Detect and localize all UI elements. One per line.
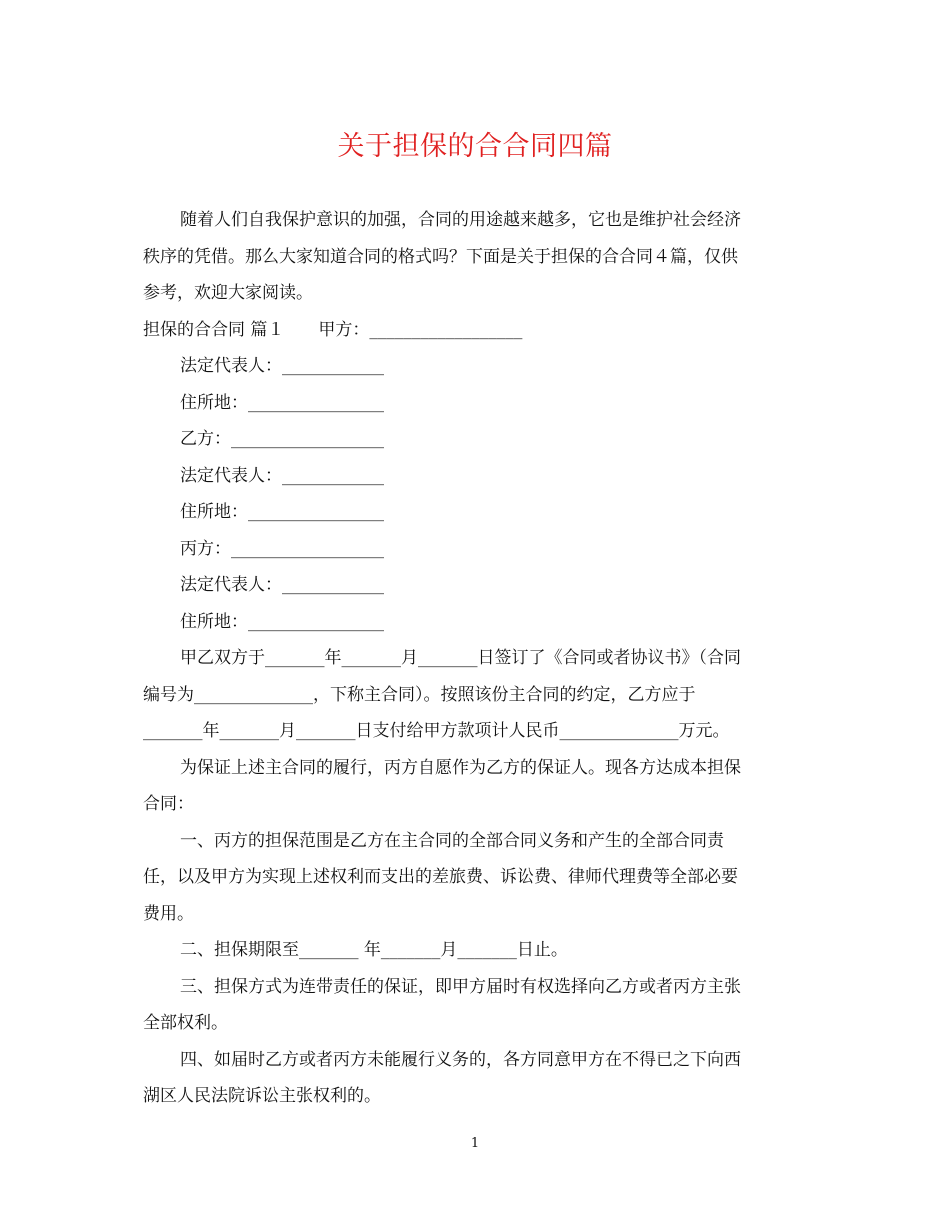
party-c-line: 丙方：__________________ xyxy=(180,538,384,559)
document-body xyxy=(143,202,803,1115)
document-title: 关于担保的合合同四篇 xyxy=(337,131,613,162)
guarantee-paragraph-line-2: 合同： xyxy=(143,794,194,814)
clause-3-line-2: 全部权利。 xyxy=(143,1013,228,1033)
party-c-representative-line: 法定代表人：____________ xyxy=(180,575,384,595)
clause-3-line-1: 三、担保方式为连带责任的保证，即甲方届时有权选择向乙方或者丙方主张 xyxy=(180,976,741,997)
intro-line-3: 参考，欢迎大家阅读。 xyxy=(143,283,313,303)
contract-paragraph-line-1: 甲乙双方于_______年_______月_______日签订了《合同或者协议书》（合同 xyxy=(180,648,741,668)
intro-line-1: 随着人们自我保护意识的加强，合同的用途越来越多，它也是维护社会经济 xyxy=(180,210,741,230)
party-b-line: 乙方：__________________ xyxy=(180,429,384,449)
clause-4-line-1: 四、如届时乙方或者丙方未能履行义务的，各方同意甲方在不得已之下向西 xyxy=(180,1049,741,1070)
clause-1-line-3: 费用。 xyxy=(143,903,194,924)
contract-paragraph-line-2: 编号为______________，下称主合同）。按照该份主合同的约定，乙方应于 xyxy=(143,684,696,705)
clause-1-line-1: 一、丙方的担保范围是乙方在主合同的全部合同义务和产生的全部合同责 xyxy=(180,830,724,851)
clause-2-line: 二、担保期限至_______ 年_______月_______日止。 xyxy=(180,940,568,960)
contract-paragraph-line-3: _______年_______月_______日支付给甲方款项计人民币______________万元。 xyxy=(143,721,730,741)
party-c-address-line: 住所地：________________ xyxy=(180,611,384,632)
section-heading-party-a: 担保的合合同 篇１ 甲方：__________________ xyxy=(143,319,523,340)
page-number: 1 xyxy=(470,1136,480,1151)
party-a-address-line: 住所地：________________ xyxy=(180,392,384,413)
guarantee-paragraph-line-1: 为保证上述主合同的履行，丙方自愿作为乙方的保证人。现各方达成本担保 xyxy=(180,757,741,778)
party-b-address-line: 住所地：________________ xyxy=(180,502,384,522)
clause-1-line-2: 任，以及甲方为实现上述权利而支出的差旅费、诉讼费、律师代理费等全部必要 xyxy=(143,867,738,887)
intro-line-2: 秩序的凭借。那么大家知道合同的格式吗？下面是关于担保的合合同４篇，仅供 xyxy=(143,246,738,267)
party-a-representative-line: 法定代表人：____________ xyxy=(180,356,384,376)
clause-4-line-2: 湖区人民法院诉讼主张权利的。 xyxy=(143,1086,381,1106)
party-b-representative-line: 法定代表人：____________ xyxy=(180,465,384,486)
